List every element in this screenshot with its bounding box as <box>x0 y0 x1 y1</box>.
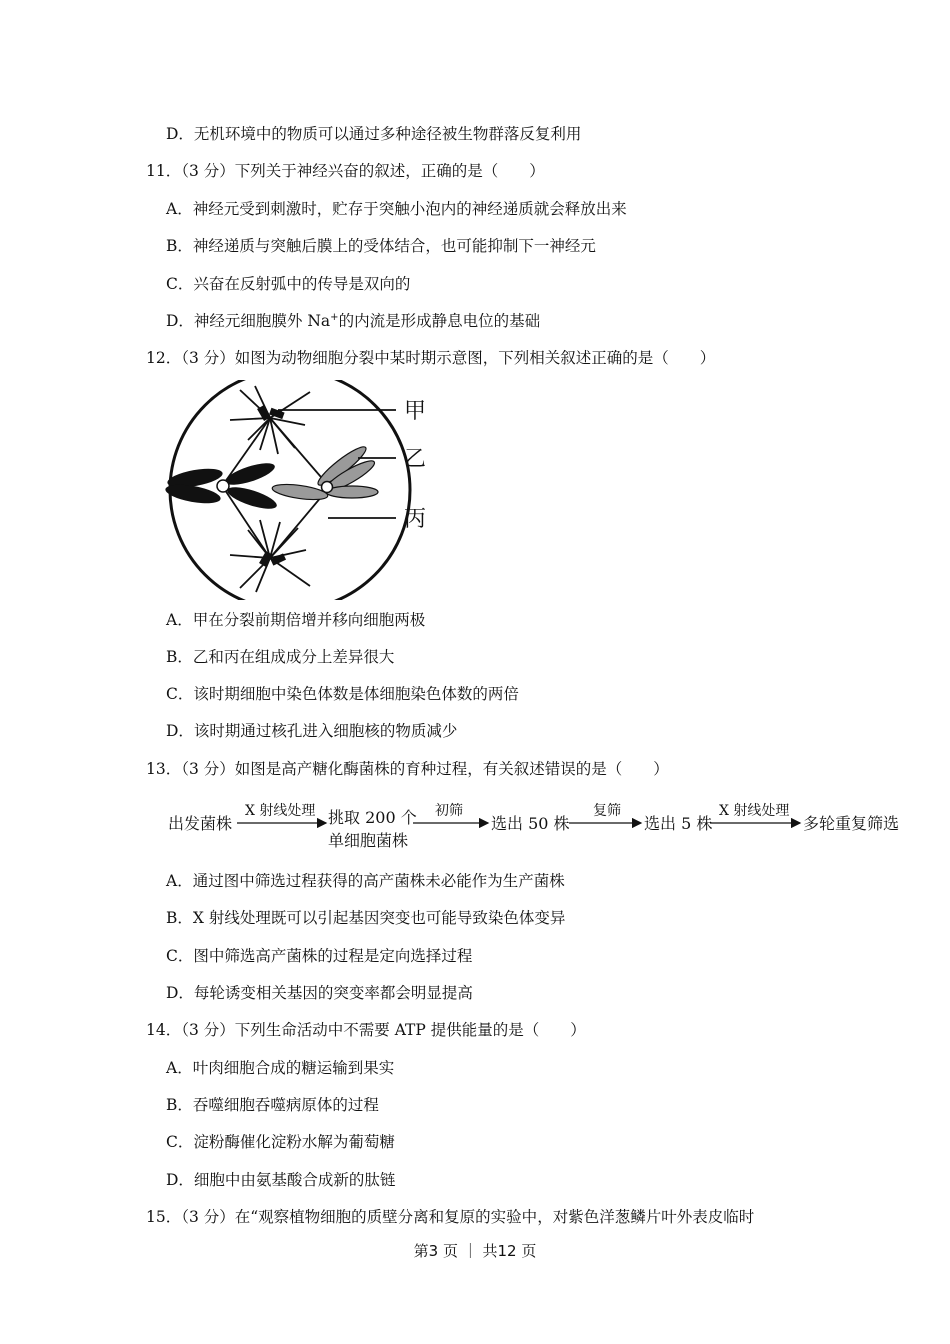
flow-step1-line2: 单细胞菌株 <box>328 831 409 850</box>
q11-option-d <box>166 311 540 331</box>
flow-arrow4-label: X 射线处理 <box>719 803 790 819</box>
page-footer: 第3 页 ｜ 共12 页 <box>413 1242 537 1260</box>
centromere-gray <box>322 482 333 493</box>
q13-option-c: C．图中筛选高产菌株的过程是定向选择过程 <box>166 947 473 965</box>
q15-stem: 15．（3 分）在“观察植物细胞的质壁分离和复原的实验中，对紫色洋葱鳞片叶外表皮临时 <box>146 1208 755 1226</box>
q11d-superscript: + <box>330 311 339 323</box>
q12-option-d: D．该时期通过核孔进入细胞核的物质减少 <box>166 722 458 740</box>
flow-arrow3-label: 复筛 <box>593 803 621 819</box>
label-bing: 丙 <box>404 507 427 532</box>
q11-option-b: B．神经递质与突触后膜上的受体结合，也可能抑制下一神经元 <box>166 237 596 255</box>
q11-option-a: A．神经元受到刺激时，贮存于突触小泡内的神经递质就会释放出来 <box>166 200 627 218</box>
q11d-text-pre: D．神经元细胞膜外 Na <box>166 312 331 330</box>
q13-stem: 13．（3 分）如图是高产糖化酶菌株的育种过程，有关叙述错误的是（ ） <box>146 760 669 778</box>
q12-option-a: A．甲在分裂前期倍增并移向细胞两极 <box>166 611 426 629</box>
q12-option-b: B．乙和丙在组成成分上差异很大 <box>166 648 395 666</box>
q14-option-a: A．叶肉细胞合成的糖运输到果实 <box>166 1059 395 1077</box>
breeding-flow-figure <box>163 796 913 856</box>
q13-option-d: D．每轮诱变相关基因的突变率都会明显提高 <box>166 984 473 1002</box>
q14-option-c: C．淀粉酶催化淀粉水解为葡萄糖 <box>166 1133 395 1151</box>
q10-option-d: D．无机环境中的物质可以通过多种途径被生物群落反复利用 <box>166 125 582 143</box>
flow-arrow2-label: 初筛 <box>435 803 463 819</box>
centrosome-bottom <box>259 551 286 567</box>
flow-step2: 选出 50 株 <box>491 814 570 833</box>
q11-stem: 11．（3 分）下列关于神经兴奋的叙述，正确的是（ ） <box>146 162 545 180</box>
q11-option-c: C．兴奋在反射弧中的传导是双向的 <box>166 275 411 293</box>
flow-end: 多轮重复筛选 <box>803 814 900 833</box>
centromere-dark <box>217 480 229 492</box>
q11d-text-post: 的内流是形成静息电位的基础 <box>338 312 541 330</box>
q14-option-d: D．细胞中由氨基酸合成新的肽链 <box>166 1171 396 1189</box>
q12-stem: 12．（3 分）如图为动物细胞分裂中某时期示意图，下列相关叙述正确的是（ ） <box>146 349 716 367</box>
q14-option-b: B．吞噬细胞吞噬病原体的过程 <box>166 1096 379 1114</box>
chromosome-gray <box>271 442 378 502</box>
flow-step1-line1: 挑取 200 个 <box>328 808 417 827</box>
q14-stem: 14．（3 分）下列生命活动中不需要 ATP 提供能量的是（ ） <box>146 1021 586 1039</box>
label-yi: 乙 <box>404 447 427 472</box>
cell-division-figure <box>160 380 435 600</box>
flow-start: 出发菌株 <box>168 814 233 833</box>
q13-option-a: A．通过图中筛选过程获得的高产菌株未必能作为生产菌株 <box>166 872 565 890</box>
label-jia: 甲 <box>404 399 427 424</box>
q13-option-b: B．X 射线处理既可以引起基因突变也可能导致染色体变异 <box>166 909 566 927</box>
flow-step3: 选出 5 株 <box>644 814 713 833</box>
q12-option-c: C．该时期细胞中染色体数是体细胞染色体数的两倍 <box>166 685 519 703</box>
flow-arrow1-label: X 射线处理 <box>245 803 316 819</box>
